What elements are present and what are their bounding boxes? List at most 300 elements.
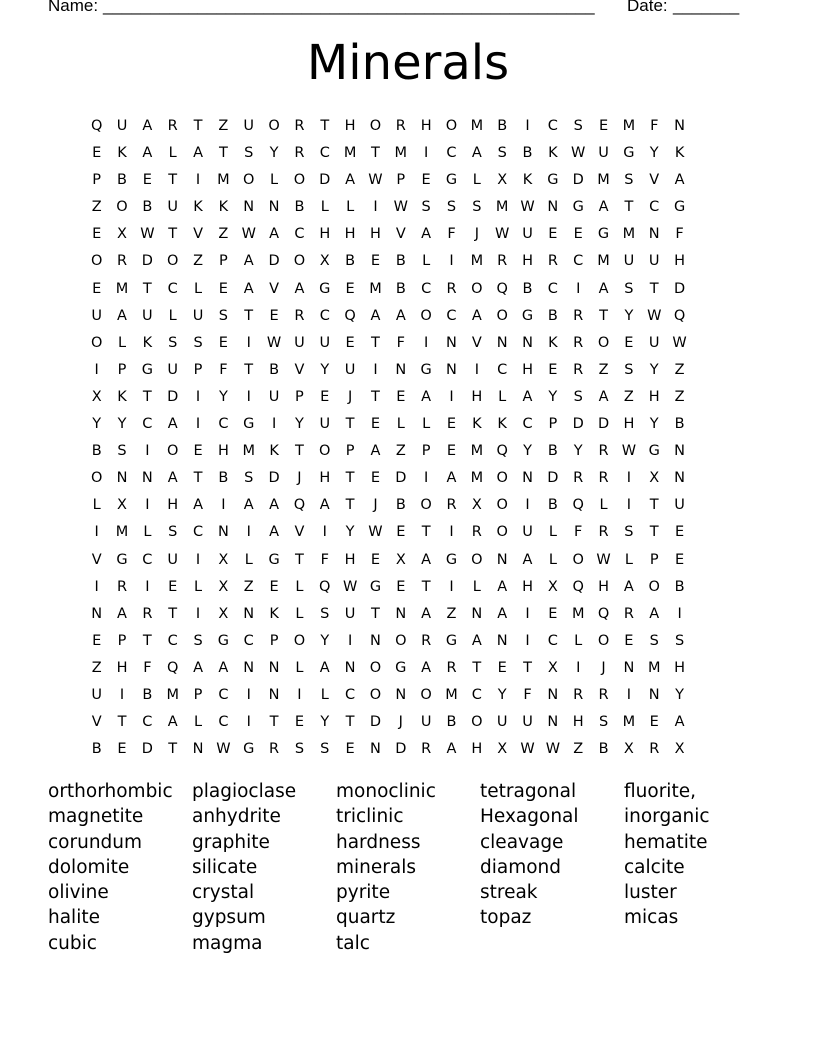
- grid-letter: L: [346, 199, 355, 216]
- grid-row: [84, 519, 732, 546]
- grid-letter: B: [522, 145, 533, 162]
- grid-letter: Z: [218, 118, 229, 134]
- grid-letter: L: [472, 578, 481, 595]
- grid-row: [84, 628, 732, 655]
- grid-letter: E: [92, 226, 102, 243]
- grid-letter: T: [168, 741, 178, 758]
- grid-letter: D: [141, 253, 153, 270]
- grid-letter: C: [218, 714, 229, 731]
- grid-letter: H: [344, 118, 356, 134]
- grid-letter: O: [420, 307, 432, 324]
- grid-letter: E: [193, 443, 203, 460]
- grid-letter: G: [141, 361, 153, 378]
- grid-letter: Y: [675, 686, 684, 703]
- grid-letter: U: [648, 334, 660, 351]
- grid-letter: S: [649, 632, 659, 649]
- grid-letter: Z: [674, 388, 685, 405]
- grid-letter: D: [572, 172, 584, 189]
- grid-letter: N: [243, 199, 255, 216]
- grid-letter: R: [573, 470, 584, 487]
- grid-letter: L: [548, 551, 557, 568]
- grid-letter: D: [268, 470, 280, 487]
- grid-letter: A: [623, 578, 634, 595]
- grid-letter: R: [598, 686, 609, 703]
- word-search-grid: [84, 113, 732, 763]
- grid-letter: Z: [193, 253, 204, 270]
- grid-letter: W: [368, 524, 383, 541]
- grid-letter: T: [345, 497, 355, 514]
- word-bank-item: olivine: [48, 882, 109, 904]
- grid-letter: D: [167, 388, 179, 405]
- grid-letter: M: [470, 443, 484, 460]
- grid-letter: F: [523, 686, 532, 703]
- grid-letter: A: [167, 470, 178, 487]
- grid-row: [84, 411, 732, 438]
- grid-letter: X: [395, 551, 406, 568]
- grid-letter: D: [547, 470, 559, 487]
- grid-letter: U: [319, 416, 331, 433]
- grid-letter: Y: [573, 443, 583, 460]
- grid-letter: L: [574, 632, 583, 649]
- word-bank-item: fluorite,: [624, 781, 696, 802]
- grid-letter: I: [145, 578, 150, 595]
- grid-letter: I: [119, 686, 125, 703]
- grid-letter: N: [268, 686, 280, 703]
- grid-letter: H: [471, 388, 483, 405]
- grid-letter: H: [598, 578, 609, 595]
- grid-letter: H: [648, 388, 660, 405]
- grid-letter: N: [522, 334, 533, 351]
- grid-letter: T: [523, 659, 532, 676]
- word-bank-item: minerals: [336, 856, 416, 878]
- grid-letter: C: [471, 686, 482, 703]
- grid-letter: B: [142, 199, 153, 216]
- grid-letter: P: [396, 172, 406, 189]
- grid-letter: E: [320, 388, 330, 405]
- grid-letter: C: [218, 416, 229, 433]
- grid-letter: N: [141, 470, 153, 487]
- grid-letter: K: [674, 145, 685, 162]
- grid-letter: I: [373, 199, 378, 216]
- grid-letter: E: [92, 145, 102, 162]
- grid-letter: H: [674, 253, 686, 270]
- word-bank-item: inorganic: [624, 806, 710, 828]
- grid-letter: O: [496, 470, 508, 487]
- grid-letter: E: [345, 280, 355, 297]
- grid-letter: L: [295, 659, 304, 676]
- grid-letter: B: [117, 172, 127, 189]
- grid-letter: O: [597, 632, 610, 649]
- grid-letter: A: [117, 605, 127, 622]
- grid-letter: A: [421, 388, 432, 405]
- grid-letter: Y: [548, 388, 558, 405]
- grid-row: [84, 194, 732, 221]
- grid-letter: C: [446, 145, 457, 162]
- grid-letter: B: [395, 497, 406, 514]
- grid-row: [84, 601, 732, 628]
- grid-letter: A: [243, 253, 254, 270]
- grid-letter: A: [446, 741, 457, 758]
- grid-letter: C: [319, 307, 330, 324]
- grid-letter: J: [347, 388, 353, 405]
- word-bank-item: hematite: [624, 831, 708, 853]
- grid-letter: D: [572, 416, 584, 433]
- word-bank-item: plagioclase: [192, 781, 297, 802]
- grid-letter: K: [269, 443, 279, 460]
- grid-letter: I: [347, 632, 353, 649]
- grid-letter: A: [345, 172, 356, 189]
- grid-letter: S: [497, 145, 507, 162]
- grid-letter: G: [445, 172, 458, 189]
- grid-letter: A: [674, 172, 685, 189]
- grid-letter: C: [167, 632, 178, 649]
- grid-letter: N: [446, 361, 457, 378]
- grid-letter: N: [674, 118, 685, 134]
- grid-letter: A: [243, 280, 254, 297]
- grid-letter: T: [269, 714, 279, 731]
- grid-letter: N: [395, 686, 407, 703]
- grid-letter: J: [601, 659, 606, 676]
- word-bank-item: crystal: [192, 882, 255, 904]
- grid-letter: W: [368, 172, 383, 189]
- grid-letter: Z: [598, 361, 609, 378]
- grid-letter: N: [243, 605, 255, 622]
- grid-letter: K: [117, 145, 127, 162]
- grid-letter: A: [319, 497, 330, 514]
- grid-letter: I: [424, 470, 429, 487]
- grid-letter: I: [576, 659, 581, 676]
- grid-letter: L: [244, 551, 253, 568]
- grid-letter: A: [193, 497, 203, 514]
- grid-letter: B: [395, 253, 406, 270]
- grid-letter: C: [319, 145, 330, 162]
- grid-letter: E: [649, 714, 659, 731]
- grid-letter: L: [498, 388, 507, 405]
- grid-letter: S: [573, 388, 583, 405]
- grid-letter: U: [167, 361, 179, 378]
- grid-letter: A: [471, 307, 482, 324]
- grid-letter: T: [649, 524, 659, 541]
- grid-letter: E: [396, 388, 406, 405]
- grid-letter: T: [345, 470, 355, 487]
- grid-letter: B: [674, 416, 685, 433]
- grid-letter: R: [421, 632, 432, 649]
- grid-letter: A: [193, 145, 203, 162]
- grid-letter: L: [320, 686, 329, 703]
- grid-letter: C: [446, 307, 457, 324]
- grid-letter: E: [548, 361, 558, 378]
- grid-letter: I: [449, 388, 454, 405]
- grid-letter: T: [168, 605, 178, 622]
- grid-letter: X: [319, 253, 330, 270]
- grid-letter: F: [447, 226, 456, 243]
- grid-letter: C: [142, 416, 153, 433]
- grid-letter: Z: [674, 361, 685, 378]
- word-column: [624, 779, 768, 956]
- grid-letter: R: [116, 253, 128, 270]
- word-bank-item: diamond: [480, 856, 562, 878]
- grid-letter: Q: [572, 497, 584, 514]
- date-blank-line: _______: [673, 0, 740, 15]
- grid-row: [84, 709, 732, 736]
- grid-letter: U: [344, 605, 356, 622]
- grid-letter: E: [674, 524, 685, 541]
- grid-letter: A: [598, 199, 609, 216]
- grid-letter: L: [168, 307, 177, 324]
- grid-letter: T: [193, 118, 203, 134]
- grid-letter: L: [295, 605, 304, 622]
- grid-letter: G: [445, 632, 458, 649]
- grid-letter: C: [421, 280, 432, 297]
- grid-letter: B: [547, 497, 558, 514]
- grid-letter: O: [496, 307, 508, 324]
- grid-letter: M: [622, 226, 636, 243]
- grid-letter: U: [91, 686, 102, 703]
- grid-letter: A: [167, 416, 178, 433]
- grid-letter: N: [268, 659, 280, 676]
- grid-row: [84, 384, 732, 411]
- grid-letter: I: [525, 497, 530, 514]
- grid-letter: H: [167, 497, 179, 514]
- grid-letter: M: [115, 280, 129, 297]
- grid-letter: R: [623, 605, 634, 622]
- grid-row: [84, 682, 732, 709]
- grid-letter: I: [626, 686, 632, 703]
- grid-letter: E: [624, 334, 634, 351]
- grid-letter: E: [548, 226, 558, 243]
- word-bank: [48, 779, 768, 956]
- grid-letter: C: [573, 253, 584, 270]
- grid-letter: A: [294, 280, 305, 297]
- word-bank-item: cubic: [48, 932, 97, 954]
- grid-letter: A: [674, 714, 685, 731]
- grid-letter: N: [547, 686, 559, 703]
- grid-letter: B: [598, 741, 609, 758]
- grid-letter: T: [168, 226, 178, 243]
- grid-letter: S: [573, 118, 583, 134]
- grid-letter: I: [525, 632, 530, 649]
- grid-letter: T: [649, 280, 659, 297]
- grid-letter: A: [598, 280, 609, 297]
- grid-letter: Y: [649, 145, 659, 162]
- grid-letter: P: [117, 632, 127, 649]
- grid-letter: I: [246, 524, 251, 541]
- grid-letter: G: [243, 741, 255, 758]
- grid-row: [84, 330, 732, 357]
- grid-letter: T: [472, 659, 482, 676]
- grid-letter: E: [624, 632, 634, 649]
- grid-letter: W: [342, 578, 358, 595]
- grid-letter: V: [294, 524, 305, 541]
- grid-letter: N: [471, 605, 483, 622]
- grid-letter: R: [269, 741, 280, 758]
- grid-letter: U: [167, 199, 179, 216]
- grid-letter: E: [548, 605, 558, 622]
- grid-letter: O: [572, 551, 584, 568]
- word-bank-item: graphite: [192, 831, 270, 853]
- grid-letter: J: [373, 497, 378, 514]
- word-bank-item: corundum: [48, 831, 143, 853]
- word-bank-item: dolomite: [48, 856, 130, 878]
- grid-letter: I: [145, 497, 150, 514]
- grid-letter: L: [194, 280, 203, 297]
- grid-letter: T: [421, 578, 431, 595]
- grid-letter: R: [471, 524, 482, 541]
- grid-letter: I: [576, 280, 581, 297]
- grid-letter: B: [547, 307, 558, 324]
- word-column: [336, 779, 480, 956]
- grid-letter: W: [647, 307, 662, 324]
- word-column: [48, 779, 192, 956]
- grid-letter: K: [117, 388, 127, 405]
- grid-row: [84, 438, 732, 465]
- grid-letter: C: [497, 361, 508, 378]
- grid-letter: N: [547, 714, 559, 731]
- grid-letter: A: [370, 443, 381, 460]
- grid-letter: V: [91, 714, 102, 731]
- grid-letter: E: [598, 118, 609, 134]
- grid-letter: A: [598, 388, 609, 405]
- grid-letter: P: [345, 443, 355, 460]
- grid-letter: I: [246, 714, 251, 731]
- grid-letter: S: [244, 470, 254, 487]
- grid-letter: Y: [92, 416, 102, 433]
- grid-letter: L: [143, 524, 152, 541]
- grid-letter: I: [449, 578, 454, 595]
- grid-letter: I: [221, 497, 226, 514]
- grid-row: [84, 248, 732, 275]
- grid-letter: O: [471, 551, 483, 568]
- grid-letter: L: [320, 199, 329, 216]
- grid-letter: O: [496, 524, 508, 541]
- grid-letter: M: [217, 172, 230, 189]
- grid-row: [84, 303, 732, 330]
- grid-letter: L: [194, 714, 203, 731]
- grid-letter: V: [471, 334, 482, 351]
- grid-letter: I: [94, 578, 99, 595]
- grid-letter: A: [421, 551, 432, 568]
- grid-letter: I: [94, 524, 99, 541]
- word-bank-item: orthorhombic: [48, 781, 173, 802]
- grid-letter: J: [474, 226, 479, 243]
- grid-letter: R: [395, 118, 406, 134]
- grid-letter: E: [446, 443, 457, 460]
- grid-letter: S: [168, 524, 178, 541]
- word-bank-item: silicate: [192, 856, 258, 878]
- grid-letter: I: [246, 334, 251, 351]
- grid-letter: A: [497, 578, 508, 595]
- grid-letter: X: [649, 470, 660, 487]
- grid-letter: N: [370, 632, 381, 649]
- grid-letter: R: [573, 686, 584, 703]
- grid-letter: Y: [269, 145, 279, 162]
- grid-letter: A: [421, 226, 432, 243]
- grid-letter: U: [648, 253, 660, 270]
- grid-letter: O: [268, 118, 280, 134]
- grid-letter: A: [142, 145, 153, 162]
- grid-letter: G: [420, 361, 432, 378]
- grid-letter: I: [322, 524, 327, 541]
- grid-letter: E: [370, 470, 381, 487]
- grid-letter: G: [217, 632, 230, 649]
- grid-letter: N: [674, 443, 685, 460]
- grid-letter: B: [446, 714, 457, 731]
- grid-letter: Y: [320, 632, 330, 649]
- grid-letter: W: [545, 741, 561, 758]
- grid-letter: C: [345, 686, 356, 703]
- grid-letter: N: [192, 741, 204, 758]
- grid-letter: Y: [523, 443, 532, 460]
- grid-letter: X: [547, 578, 558, 595]
- grid-letter: I: [424, 334, 429, 351]
- grid-letter: B: [674, 578, 685, 595]
- grid-row: [84, 465, 732, 492]
- grid-row: [84, 574, 732, 601]
- name-blank-line: ____________________________________________________: [103, 0, 595, 15]
- grid-letter: I: [195, 551, 201, 568]
- grid-letter: H: [420, 118, 432, 134]
- grid-letter: E: [92, 632, 102, 649]
- grid-letter: M: [622, 118, 636, 134]
- word-column: [192, 779, 336, 956]
- grid-letter: N: [395, 605, 407, 622]
- grid-letter: R: [294, 145, 305, 162]
- grid-letter: K: [548, 334, 558, 351]
- grid-letter: V: [269, 280, 280, 297]
- grid-letter: N: [648, 226, 660, 243]
- grid-letter: W: [495, 226, 510, 243]
- grid-letter: T: [142, 388, 152, 405]
- grid-letter: O: [369, 686, 382, 703]
- grid-letter: R: [598, 470, 609, 487]
- grid-letter: F: [396, 334, 405, 351]
- grid-letter: E: [370, 253, 381, 270]
- grid-letter: L: [117, 334, 127, 351]
- grid-letter: H: [344, 551, 356, 568]
- grid-letter: C: [294, 226, 305, 243]
- grid-letter: I: [449, 524, 454, 541]
- grid-letter: Q: [572, 578, 584, 595]
- grid-letter: U: [598, 145, 609, 162]
- grid-letter: R: [598, 443, 609, 460]
- grid-letter: S: [117, 443, 127, 460]
- word-bank-item: triclinic: [336, 806, 404, 828]
- grid-letter: N: [268, 199, 280, 216]
- grid-letter: H: [522, 361, 533, 378]
- word-bank-item: calcite: [624, 856, 685, 878]
- grid-letter: D: [395, 741, 407, 758]
- grid-letter: W: [393, 199, 408, 216]
- grid-letter: X: [623, 741, 634, 758]
- grid-letter: C: [547, 118, 558, 134]
- grid-letter: T: [649, 497, 659, 514]
- grid-letter: S: [624, 172, 634, 189]
- grid-letter: I: [626, 497, 632, 514]
- grid-letter: Q: [496, 280, 508, 297]
- grid-letter: T: [193, 470, 203, 487]
- grid-letter: D: [369, 714, 382, 731]
- grid-letter: X: [218, 605, 229, 622]
- grid-letter: I: [145, 443, 150, 460]
- grid-letter: A: [421, 605, 432, 622]
- grid-letter: Z: [395, 443, 406, 460]
- grid-letter: S: [598, 714, 609, 731]
- word-bank-item: talc: [336, 932, 370, 954]
- grid-letter: S: [244, 145, 254, 162]
- grid-letter: H: [217, 443, 229, 460]
- grid-letter: A: [649, 605, 660, 622]
- grid-letter: M: [622, 714, 636, 731]
